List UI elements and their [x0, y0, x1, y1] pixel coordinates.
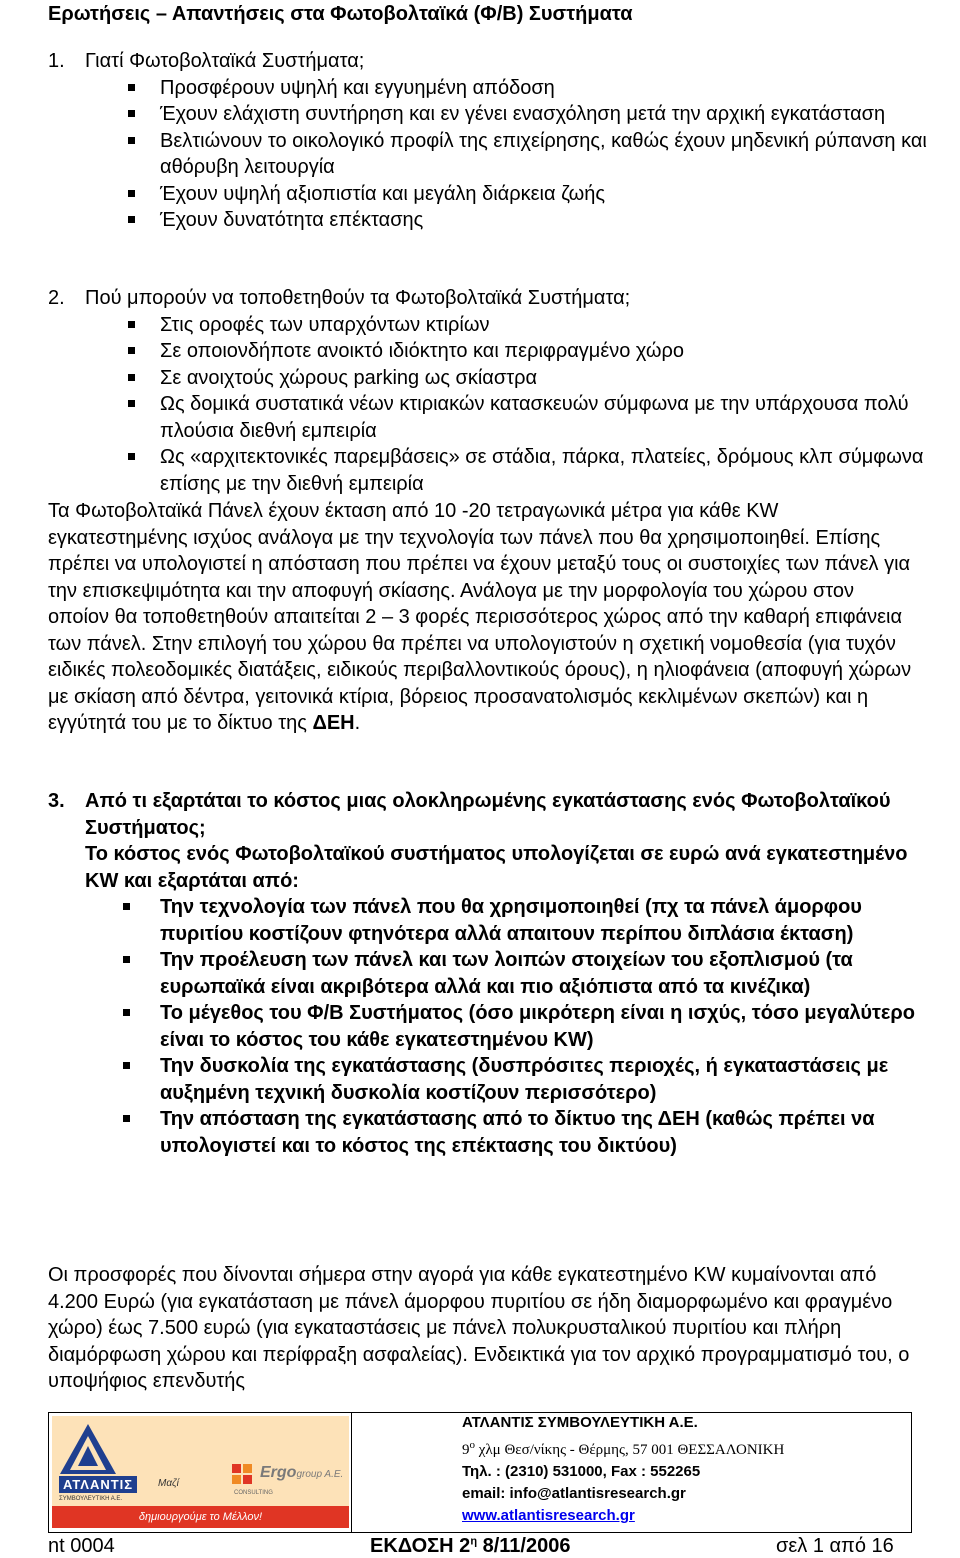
ergo-emblem-icon [230, 1462, 256, 1488]
square-bullet-icon [128, 321, 135, 328]
company-website-link[interactable]: www.atlantisresearch.gr [462, 1507, 635, 1524]
question-1 [48, 48, 928, 234]
question-2-number: 2. [48, 287, 65, 309]
square-bullet-icon [123, 1062, 130, 1069]
square-bullet-icon [128, 216, 135, 223]
list-item: Σε ανοιχτούς χώρους parking ως σκίαστρα [48, 365, 928, 392]
question-1-bullet-list [48, 75, 928, 234]
logo-tagline: δημιουργούμε το Μέλλον! [52, 1506, 349, 1528]
atlantis-wordmark: ΑΤΛΑΝΤΙΣ [59, 1476, 137, 1493]
list-item: Την απόσταση της εγκατάστασης από το δίκτυο της ΔΕΗ (καθώς πρέπει να υπολογιστεί και το κόστος της επέκτασης του δικτύου) [48, 1106, 928, 1159]
offers-paragraph: Οι προσφορές που δίνονται σήμερα στην αγορά για κάθε εγκατεστημένο KW κυμαίνονται από 4.200 Ευρώ (για εγκατάσταση με πάνελ άμορφου πυριτίου σε ήδη διαμορφωμένο και φραγμένο χώρο) έως 7.500 ευρώ (για εγκαταστάσεις με πάνελ πολυκρυσταλικού πυριτίου και πλήρη διαμόρφωση χώρου και περίφραξη ασφαλείας). Ενδεικτικά για τον αρχικό προγραμματισμό του, ο υποψήφιος επενδυτής [48, 1264, 910, 1392]
square-bullet-icon [128, 347, 135, 354]
list-item: Σε οποιονδήποτε ανοικτό ιδιόκτητο και περιφραγμένο χώρο [48, 338, 928, 365]
question-3-bullet-list [48, 894, 928, 1159]
square-bullet-icon [128, 84, 135, 91]
placement-paragraph: Τα Φωτοβολταϊκά Πάνελ έχουν έκταση από 10 -20 τετραγωνικά μέτρα για κάθε KW εγκατεστημένης ισχύος ανάλογα με την τεχνολογία των πάνελ που θα χρησιμοποιηθεί. Επίσης πρέπει να υπολογιστεί η απόσταση που πρέπει να έχουν μεταξύ τους οι συστοιχίες των πάνελ για την επισκεψιμότητα και την αποφυγή σκίασης. Ανάλογα με την μορφολογία του χώρου στον οποίον θα τοποθετηθούν απαιτείται 2 – 3 φορές περισσότερος χώρος από την καθαρή επιφάνεια των πάνελ. Στην επιλογή του χώρου θα πρέπει να υπολογιστούν η σχετική νομοθεσία (για τυχόν ειδικές πολεοδομικές διατάξεις, ειδικούς περιβαλλοντικούς όρους), η ηλιοφάνεια (αποφυγή χώρων με σκίαση από δέντρα, γειτονικά κτίρια, βόρειος προσανατολισμός κεκλιμένων σκεπών) και η εγγύτητά του με το δίκτυο της ΔΕΗ. [48, 500, 912, 734]
question-1-text: Γιατί Φωτοβολταϊκά Συστήματα; [85, 50, 365, 72]
question-2 [48, 285, 928, 497]
company-name: ΑΤΛΑΝΤΙΣ ΣΥΜΒΟΥΛΕΥΤΙΚΗ Α.Ε. [462, 1414, 698, 1431]
logo-together-text: Μαζί [158, 1478, 179, 1489]
square-bullet-icon [123, 1009, 130, 1016]
list-item: Την τεχνολογία των πάνελ που θα χρησιμοποιηθεί (πχ τα πάνελ άμορφου πυριτίου κοστίζουν φτηνότερα αλλά απαιτουν περίπου διπλάσια έκταση) [48, 894, 928, 947]
list-item: Την προέλευση των πάνελ και των λοιπών στοιχείων του εξοπλισμού (τα ευρωπαϊκά είναι ακριβότερα αλλά και πιο αξιόπιστα από τα κινέζικα) [48, 947, 928, 1000]
question-1-number: 1. [48, 50, 65, 72]
contact-details [462, 1412, 902, 1527]
company-logo [52, 1416, 349, 1528]
question-3-number: 3. [48, 790, 65, 812]
document-code: nt 0004 [48, 1535, 115, 1557]
list-item: Το μέγεθος του Φ/Β Συστήματος (όσο μικρότερη είναι η ισχύς, τόσο μεγαλύτερο είναι το κόστος του κάθε εγκατεστημένου KW) [48, 1000, 928, 1053]
list-item: Ως δομικά συστατικά νέων κτιριακών κατασκευών σύμφωνα με την υπάρχουσα πολύ πλούσια διεθνή εμπειρία [48, 391, 928, 444]
document-edition: ΕΚΔΟΣΗ $2^\eta$ 8/11/2006 [370, 1535, 571, 1557]
company-logo-panel [49, 1413, 352, 1532]
square-bullet-icon [128, 110, 135, 117]
square-bullet-icon [128, 400, 135, 407]
list-item: Προσφέρουν υψηλή και εγγυημένη απόδοση [48, 75, 928, 102]
square-bullet-icon [128, 374, 135, 381]
atlantis-emblem-icon [58, 1422, 118, 1476]
list-item: Την δυσκολία της εγκατάστασης (δυσπρόσιτες περιοχές, ή εγκαταστάσεις με αυξημένη τεχνική δυσκολία κοστίζουν περισσότερο) [48, 1053, 928, 1106]
ergo-wordmark: Ergogroup A.E. [260, 1464, 344, 1481]
list-item: Στις οροφές των υπαρχόντων κτιρίων [48, 312, 928, 339]
question-3-intro: Το κόστος ενός Φωτοβολταϊκού συστήματος υπολογίζεται σε ευρώ ανά εγκατεστημένο KW και εξαρτάται από: [85, 843, 908, 892]
list-item: Έχουν υψηλή αξιοπιστία και μεγάλη διάρκεια ζωής [48, 181, 928, 208]
square-bullet-icon [123, 956, 130, 963]
company-phone: Τηλ. : (2310) 531000, Fax : 552265 [462, 1463, 701, 1480]
question-3-heading [48, 788, 928, 841]
ergo-subtitle: CONSULTING [234, 1490, 273, 1496]
company-email: email: info@atlantisresearch.gr [462, 1485, 686, 1502]
company-address: $9^o$ χλμ Θεσ/νίκης - Θέρμης, 57 001 ΘΕΣΣΑΛΟΝΙΚΗ [462, 1439, 785, 1458]
document-title: Ερωτήσεις – Απαντήσεις στα Φωτοβολταϊκά (Φ/Β) Συστήματα [48, 3, 633, 25]
question-3 [48, 788, 928, 1159]
square-bullet-icon [123, 1115, 130, 1122]
list-item: Βελτιώνουν το οικολογικό προφίλ της επιχείρησης, καθώς έχουν μηδενική ρύπανση και αθόρυβη λειτουργία [48, 128, 928, 181]
question-2-bullet-list [48, 312, 928, 498]
atlantis-subtitle: ΣΥΜΒΟΥΛΕΥΤΙΚΗ Α.Ε. [59, 1496, 123, 1502]
question-2-heading [48, 285, 928, 312]
question-1-heading [48, 48, 928, 75]
square-bullet-icon [123, 903, 130, 910]
question-2-text: Πού μπορούν να τοποθετηθούν τα Φωτοβολταϊκά Συστήματα; [85, 287, 631, 309]
list-item: Έχουν δυνατότητα επέκτασης [48, 207, 928, 234]
square-bullet-icon [128, 137, 135, 144]
list-item: Ως «αρχιτεκτονικές παρεμβάσεις» σε στάδια, πάρκα, πλατείες, δρόμους κλπ σύμφωνα επίσης με την διεθνή εμπειρία [48, 444, 928, 497]
list-item: Έχουν ελάχιστη συντήρηση και εν γένει ενασχόληση μετά την αρχική εγκατάσταση [48, 101, 928, 128]
square-bullet-icon [128, 190, 135, 197]
square-bullet-icon [128, 453, 135, 460]
page-number: σελ 1 από 16 [776, 1535, 894, 1557]
question-3-text: Από τι εξαρτάται το κόστος μιας ολοκληρωμένης εγκατάστασης ενός Φωτοβολταϊκού Συστήματος; [85, 790, 891, 839]
